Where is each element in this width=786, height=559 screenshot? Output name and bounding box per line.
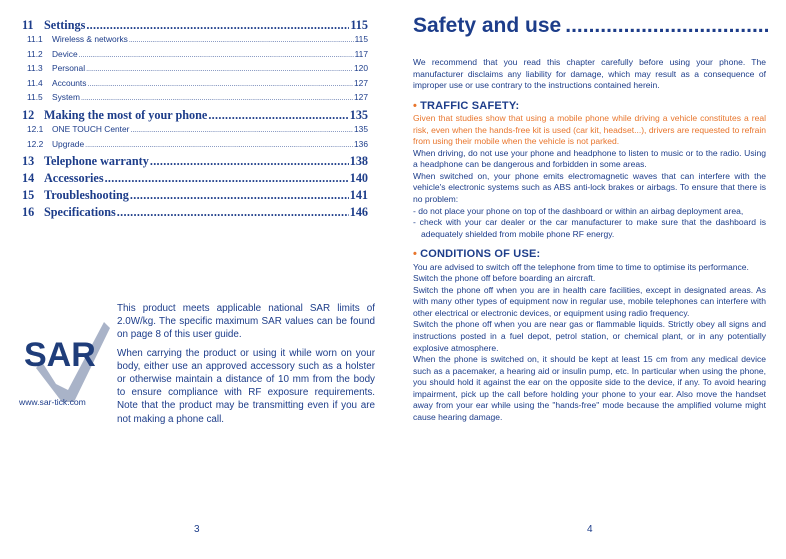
sar-website-link[interactable]: www.sar-tick.com	[19, 397, 86, 407]
toc-leader	[86, 62, 353, 77]
body-paragraph: Switch the phone off before boarding an aircraft.	[413, 273, 596, 284]
toc-entry-number: 16	[22, 205, 35, 220]
toc-entry[interactable]	[22, 171, 368, 186]
toc-leader	[129, 33, 354, 48]
toc-subentry-title: System	[52, 92, 80, 103]
list-item: - do not place your phone on top of the dashboard or within an airbag deployment area,	[413, 205, 744, 216]
toc-leader	[130, 188, 349, 203]
toc-entry[interactable]	[22, 188, 368, 203]
toc-subentry[interactable]	[22, 77, 368, 92]
toc-subentry-page: 127	[354, 77, 368, 88]
bullet-icon: •	[413, 248, 418, 261]
table-of-contents	[22, 16, 368, 220]
page-number: 4	[587, 524, 593, 535]
bullet-icon: •	[413, 99, 418, 112]
toc-leader	[87, 77, 353, 92]
section-heading-text: TRAFFIC SAFETY:	[420, 99, 520, 112]
toc-subentry-page: 135	[354, 123, 368, 134]
page-title-text: Safety and use	[413, 14, 562, 37]
toc-entry-number: 13	[22, 154, 35, 169]
toc-entry-title: Accessories	[44, 171, 104, 186]
toc-leader	[85, 138, 353, 153]
body-paragraph: When the phone is switched on, it should be kept at least 15 cm from any medical device such as a pacemaker, a hearing aid or insulin pump, etc. In particular when using the phone, you should hold it against the ear on the opposite side to the device, if any. To avoid hearing impairment, pick up the call before holding your phone to your ear. Also move the handset away from your ear while using the "hands-free" mode because the amplified volume might cause hearing damage.	[413, 354, 766, 422]
toc-subentry[interactable]	[22, 33, 368, 48]
toc-leader	[208, 108, 348, 123]
body-paragraph: Switch the phone off when you are near gas or flammable liquids. Strictly obey all signs and instructions posted in a fuel depot, petrol station, or chemical plant, or in any potentially explosive atmosphere.	[413, 319, 766, 353]
toc-subentry-page: 120	[354, 63, 368, 74]
sar-statement	[117, 302, 375, 431]
toc-subentry-number: 11.5	[27, 92, 43, 103]
title-leader	[565, 14, 769, 38]
safety-content	[413, 57, 766, 423]
list-item: - check with your car dealer or the car manufacturer to make sure that the dashboard is adequately shielded from mobile phone RF energy.	[413, 217, 766, 239]
body-paragraph: You are advised to switch off the telephone from time to time to optimise its performance.	[413, 261, 749, 272]
toc-subentry-number: 11.1	[27, 34, 43, 44]
toc-subentry[interactable]	[22, 138, 368, 153]
toc-subentry-title: ONE TOUCH Center	[52, 123, 130, 134]
toc-subentry[interactable]	[22, 48, 368, 63]
sar-logo-letters: SAR	[24, 336, 96, 374]
toc-subentry-title: Accounts	[52, 77, 87, 88]
toc-entry-number: 12	[22, 107, 35, 122]
toc-subentry-title: Upgrade	[52, 138, 85, 149]
toc-subentry-number: 12.1	[27, 123, 44, 134]
toc-entry-page: 138	[349, 154, 368, 169]
toc-leader	[150, 154, 349, 169]
toc-entry[interactable]	[22, 18, 368, 33]
toc-subentry-title: Device	[52, 48, 78, 59]
toc-subentry[interactable]	[22, 91, 368, 106]
toc-entry[interactable]	[22, 154, 368, 169]
section-heading-traffic	[413, 101, 766, 113]
toc-entry-number: 15	[22, 188, 35, 203]
toc-entry-page: 140	[349, 171, 368, 186]
toc-entry-page: 141	[349, 188, 368, 203]
section-heading-conditions	[413, 249, 766, 261]
toc-leader	[81, 91, 353, 106]
toc-entry-page: 135	[349, 107, 368, 122]
toc-entry-number: 14	[22, 171, 35, 186]
toc-subentry-page: 136	[354, 138, 368, 149]
toc-leader	[79, 48, 354, 63]
toc-subentry-title: Personal	[52, 63, 86, 74]
right-page	[393, 0, 786, 559]
sar-paragraph: This product meets applicable national SAR limits of 2.0W/kg. The specific maximum SAR values can be found on page 8 of this user guide.	[117, 303, 375, 341]
toc-entry-page: 146	[349, 205, 368, 220]
page-number: 3	[194, 524, 200, 535]
toc-entry-number: 11	[22, 18, 34, 32]
toc-subentry-page: 115	[354, 34, 368, 44]
toc-entry-page: 115	[350, 18, 368, 32]
toc-entry[interactable]	[22, 205, 368, 220]
toc-subentry-number: 12.2	[27, 138, 44, 149]
toc-entry-title: Settings	[44, 18, 86, 32]
toc-entry-title: Troubleshooting	[44, 188, 129, 203]
body-paragraph: Switch the phone off when you are in health care facilities, except in designated areas. As with many other types of equipment now in regular use, mobile telephones can interfere with other electrical or electronic devices, or equipment using radio frequency.	[413, 284, 766, 318]
toc-subentry-page: 117	[354, 48, 368, 59]
toc-subentry-number: 11.3	[27, 63, 43, 74]
body-paragraph: When switched on, your phone emits electromagnetic waves that can interfere with the vehicle's electronic systems such as ABS anti-lock brakes or airbags. To ensure that there is no problem:	[413, 170, 766, 205]
traffic-warning: Given that studies show that using a mobile phone while driving a vehicle constitutes a real risk, even when the hands-free kit is used (car kit, headset...), drivers are requested to refrain from using their mobile when the vehicle is not parked.	[413, 113, 766, 147]
section-heading-text: CONDITIONS OF USE:	[420, 248, 541, 261]
toc-subentry[interactable]	[22, 123, 368, 138]
toc-entry-title: Making the most of your phone	[44, 107, 208, 122]
page-title	[413, 14, 769, 38]
toc-subentry-number: 11.2	[27, 48, 43, 59]
toc-entry-title: Telephone warranty	[44, 154, 149, 169]
toc-leader	[117, 205, 349, 220]
sar-paragraph: When carrying the product or using it while worn on your body, either use an approved accessory such as a holster or otherwise maintain a distance of 10 mm from the body to ensure compliance with RF exposure requirements. Note that the product may be transmitting even if you are not making a phone call.	[117, 347, 375, 425]
toc-subentry[interactable]	[22, 62, 368, 77]
sar-tick-logo	[22, 318, 112, 404]
toc-subentry-page: 127	[354, 92, 368, 103]
toc-entry-title: Specifications	[44, 205, 116, 220]
intro-paragraph: We recommend that you read this chapter carefully before using your phone. The manufacturer disclaims any liability for damage, which may result as a consequence of improper use or use contrary to the instructions contained herein.	[413, 57, 766, 91]
toc-leader	[86, 18, 349, 33]
toc-entry[interactable]	[22, 108, 368, 123]
toc-subentry-number: 11.4	[27, 77, 43, 88]
toc-leader	[105, 171, 349, 186]
toc-subentry-title: Wireless & networks	[52, 34, 128, 44]
toc-leader	[130, 123, 353, 138]
body-paragraph: When driving, do not use your phone and headphone to listen to music or to the radio. Using a headphone can be dangerous and forbidden in some areas.	[413, 147, 766, 170]
